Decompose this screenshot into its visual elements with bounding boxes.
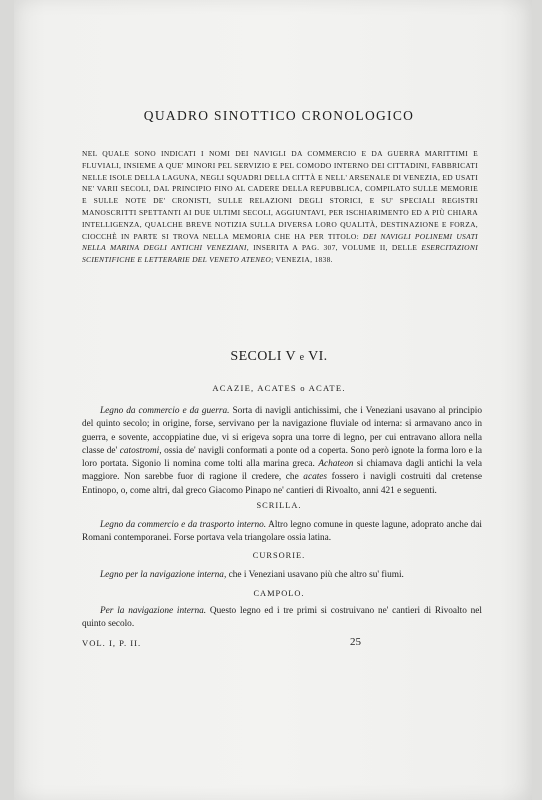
section-heading-suffix: VI. (308, 349, 328, 364)
book-page (14, 0, 532, 800)
section-heading-conj: e (299, 352, 305, 363)
preface-body: NEL QUALE SONO INDICATI I NOMI DEI NAVIGLI DA COMMERCIO E DA GUERRA MARITTIMI E FLUVIALI, INSIEME A QUE' MINORI PEL SERVIZIO E PEL COMODO INTERNO DEI CITTADINI, FABBRICATI NELLE ISOLE DELLA LAGUNA, NEGLI SQUADRI DELLA CITTÀ E NELL' ARSENALE DI VENEZIA, ED USATI NE' VARII SECOLI, DAL PRINCIPIO FINO AL CADERE DELLA REPUBBLICA, COMPILATO SULLE MEMORIE E SULLE NOTE DE' CRONISTI, SULLE RELAZIONI DEGLI STORICI, E SU' SPECIALI REGISTRI MANOSCRITTI SPETTANTI AI DUE ULTIMI SECOLI, AGGIUNTAVI, PER ISCHIARIMENTO ED A PIÙ CHIARA INTELLIGENZA, QUALCHE BREVE NOTIZIA SULLA DIVERSA LORO QUALITÀ, DESTINAZIONE E FORZA, CIOCCHÈ IN PARTE SI TROVA NELLA MEMORIA CHE HA PER TITOLO: (82, 149, 478, 241)
entry-heading-scrilla: SCRILLA. (256, 501, 302, 510)
entry-heading-campolo: CAMPOLO. (253, 589, 305, 598)
entry-text-cursorie: Legno per la navigazione interna, che i Veneziani usavano più che altro su' fiumi. (100, 570, 404, 580)
entry-definition: Per la navigazione interna. (100, 606, 207, 616)
entry-heading-cursorie: CURSORIE. (252, 551, 306, 560)
entry-heading-acazie: ACAZIE, ACATES o ACATE. (212, 383, 346, 393)
entry-definition: Legno da commercio e da trasporto interno. (100, 520, 267, 530)
preface-proceedings: ESERCITAZIONI SCIENTIFICHE E LETTERARIE DEL VENETO ATENEO (82, 243, 479, 265)
preface-place-year: ; VENEZIA, 1838. (271, 255, 333, 265)
entry-term: catostromi (119, 445, 160, 456)
preface-inserted: , INSERITA A PAG. 307, VOLUME II, DELLE (246, 243, 418, 253)
section-heading-prefix: SECOLI V (230, 349, 296, 364)
entry-text-acazie: Legno da commercio e da guerra. Sorta di navigli antichissimi, che i Veneziani usavano al principio del quinto secolo; in origine, forse, servivano per la navigazione fluviale od interna: si armavano anco in guerra, e sovente, accoppiatine due, vi si erigeva sopra una torre di legno, per cui entravano allora nella classe de' catostromi, ossia de' navigli conformati a ponte od a coperta. Sono però ignote la forma loro e la loro portata. Sigonio li nomina come tolti alla marina greca. Achateon si chiamava dagli antichi la vela maggiore. Non sarebbe fuor di ragione il credere, che acates fossero i navigli costruiti dal cretense Entinopo, o, come altri, dal greco Giacomo Pinapo ne' cantieri di Rivoalto, anni 421 e seguenti. (82, 406, 483, 496)
preface-paragraph (82, 148, 478, 266)
page-number: 25 (350, 636, 361, 648)
entry-term: Achateon (318, 459, 354, 470)
entry-definition: Legno da commercio e da guerra. (100, 406, 230, 416)
page-title: QUADRO SINOTTICO CRONOLOGICO (143, 108, 415, 123)
entry-term: acates (303, 472, 328, 483)
volume-signature: VOL. I, P. II. (82, 638, 142, 648)
section-heading (154, 349, 404, 365)
entry-text-campolo: Per la navigazione interna. Questo legno ed i tre primi si costruivano ne' cantieri di Rivoalto nel quinto secolo. (82, 606, 482, 630)
entry-text-scrilla: Legno da commercio e da trasporto interno. Altro legno comune in queste lagune, adoprato anche dai Romani contemporanei. Forse portava vela triangolare ossia latina. (82, 520, 482, 544)
preface-work-title: DEI NAVIGLI POLINEMI USATI NELLA MARINA DEGLI ANTICHI VENEZIANI (82, 231, 478, 253)
entry-definition: Legno per la navigazione interna, (100, 570, 227, 580)
